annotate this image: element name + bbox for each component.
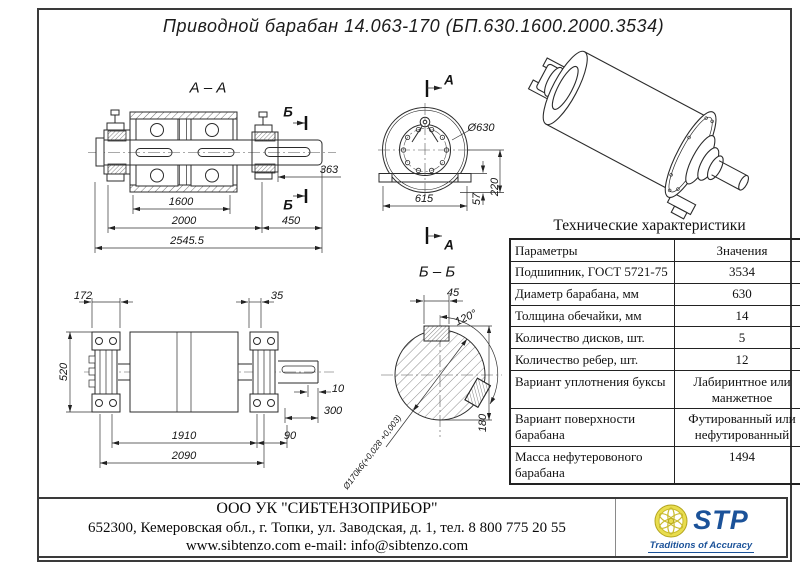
dim-10: 10 [331,383,345,395]
dim-180: 180 [477,413,489,433]
cut-label-b-top: Б [283,104,293,120]
col-header-value: Значения [675,239,800,261]
cut-label-a-bottom: А [444,237,454,253]
param-cell: Подшипник, ГОСТ 5721-75 [510,261,675,283]
dim-1910: 1910 [171,430,197,442]
table-row [510,283,800,305]
spec-table-title: Технические характеристики [553,217,746,234]
param-cell: Количество дисков, шт. [510,327,675,349]
company-name: ООО УК "СИБТЕНЗОПРИБОР" [216,500,438,518]
cut-label-a-top: А [444,72,454,88]
dim-363: 363 [319,164,339,176]
section-aa-view [88,110,341,253]
dim-1600: 1600 [168,196,194,208]
stp-logo-text: STP [693,505,749,535]
dim-450: 450 [281,215,301,227]
dim-300: 300 [323,405,343,417]
footer-company-block [39,499,615,556]
cut-label-b-bottom: Б [283,197,293,213]
value-cell: 5 [675,327,800,349]
dim-57: 57 [471,192,483,206]
param-cell: Толщина обечайки, мм [510,305,675,327]
table-row [510,261,800,283]
front-view [66,298,334,468]
dim-120deg: 120° [453,307,479,329]
value-cell: 1494 [675,446,800,484]
table-row [510,305,800,327]
drawing-title: Приводной барабан 14.063-170 (БП.630.1600.2000.3534) [162,16,665,36]
view-label-aa: А – А [189,79,227,97]
table-row [510,408,800,446]
dim-2000: 2000 [171,215,197,227]
spec-table [509,238,800,485]
dim-2545: 2545.5 [170,235,204,247]
stp-logo-ornament-icon [653,503,689,539]
param-cell: Вариант уплотнения буксы [510,371,675,409]
isometric-view [509,31,769,238]
dim-172: 172 [73,290,93,302]
table-row [510,349,800,371]
value-cell: Лабиринтное или манжетное [675,371,800,409]
end-view [378,80,504,244]
param-cell: Количество ребер, шт. [510,349,675,371]
value-cell: 14 [675,305,800,327]
dim-615: 615 [414,193,434,205]
table-header-row [510,239,800,261]
value-cell: 630 [675,283,800,305]
footer [37,497,788,558]
stp-logo-tagline: Traditions of Accuracy [649,539,753,551]
table-row [510,371,800,409]
param-cell: Вариант поверхности барабана [510,408,675,446]
table-row [510,327,800,349]
param-cell: Масса нефутеровоного барабана [510,446,675,484]
table-row [510,446,800,484]
dim-520: 520 [58,362,70,382]
dim-2090: 2090 [171,450,197,462]
dim-90: 90 [283,430,297,442]
dim-shaft-dia: Ø170k6(+0,028 +0,003) [340,412,404,492]
company-address: 652300, Кемеровская обл., г. Топки, ул. Заводская, д. 1, тел. 8 800 775 20 55 [88,519,566,536]
dim-45: 45 [446,287,460,299]
value-cell: 3534 [675,261,800,283]
value-cell: 12 [675,349,800,371]
stp-logo [615,499,786,556]
col-header-param: Параметры [510,239,675,261]
value-cell: Футированный или нефутированный [675,408,800,446]
dim-dia630: Ø630 [467,122,495,134]
company-web: www.sibtenzo.com e-mail: info@sibtenzo.com [185,538,469,555]
dim-220: 220 [489,177,501,197]
dim-35: 35 [270,290,284,302]
view-label-bb: Б – Б [418,263,456,281]
param-cell: Диаметр барабана, мм [510,283,675,305]
